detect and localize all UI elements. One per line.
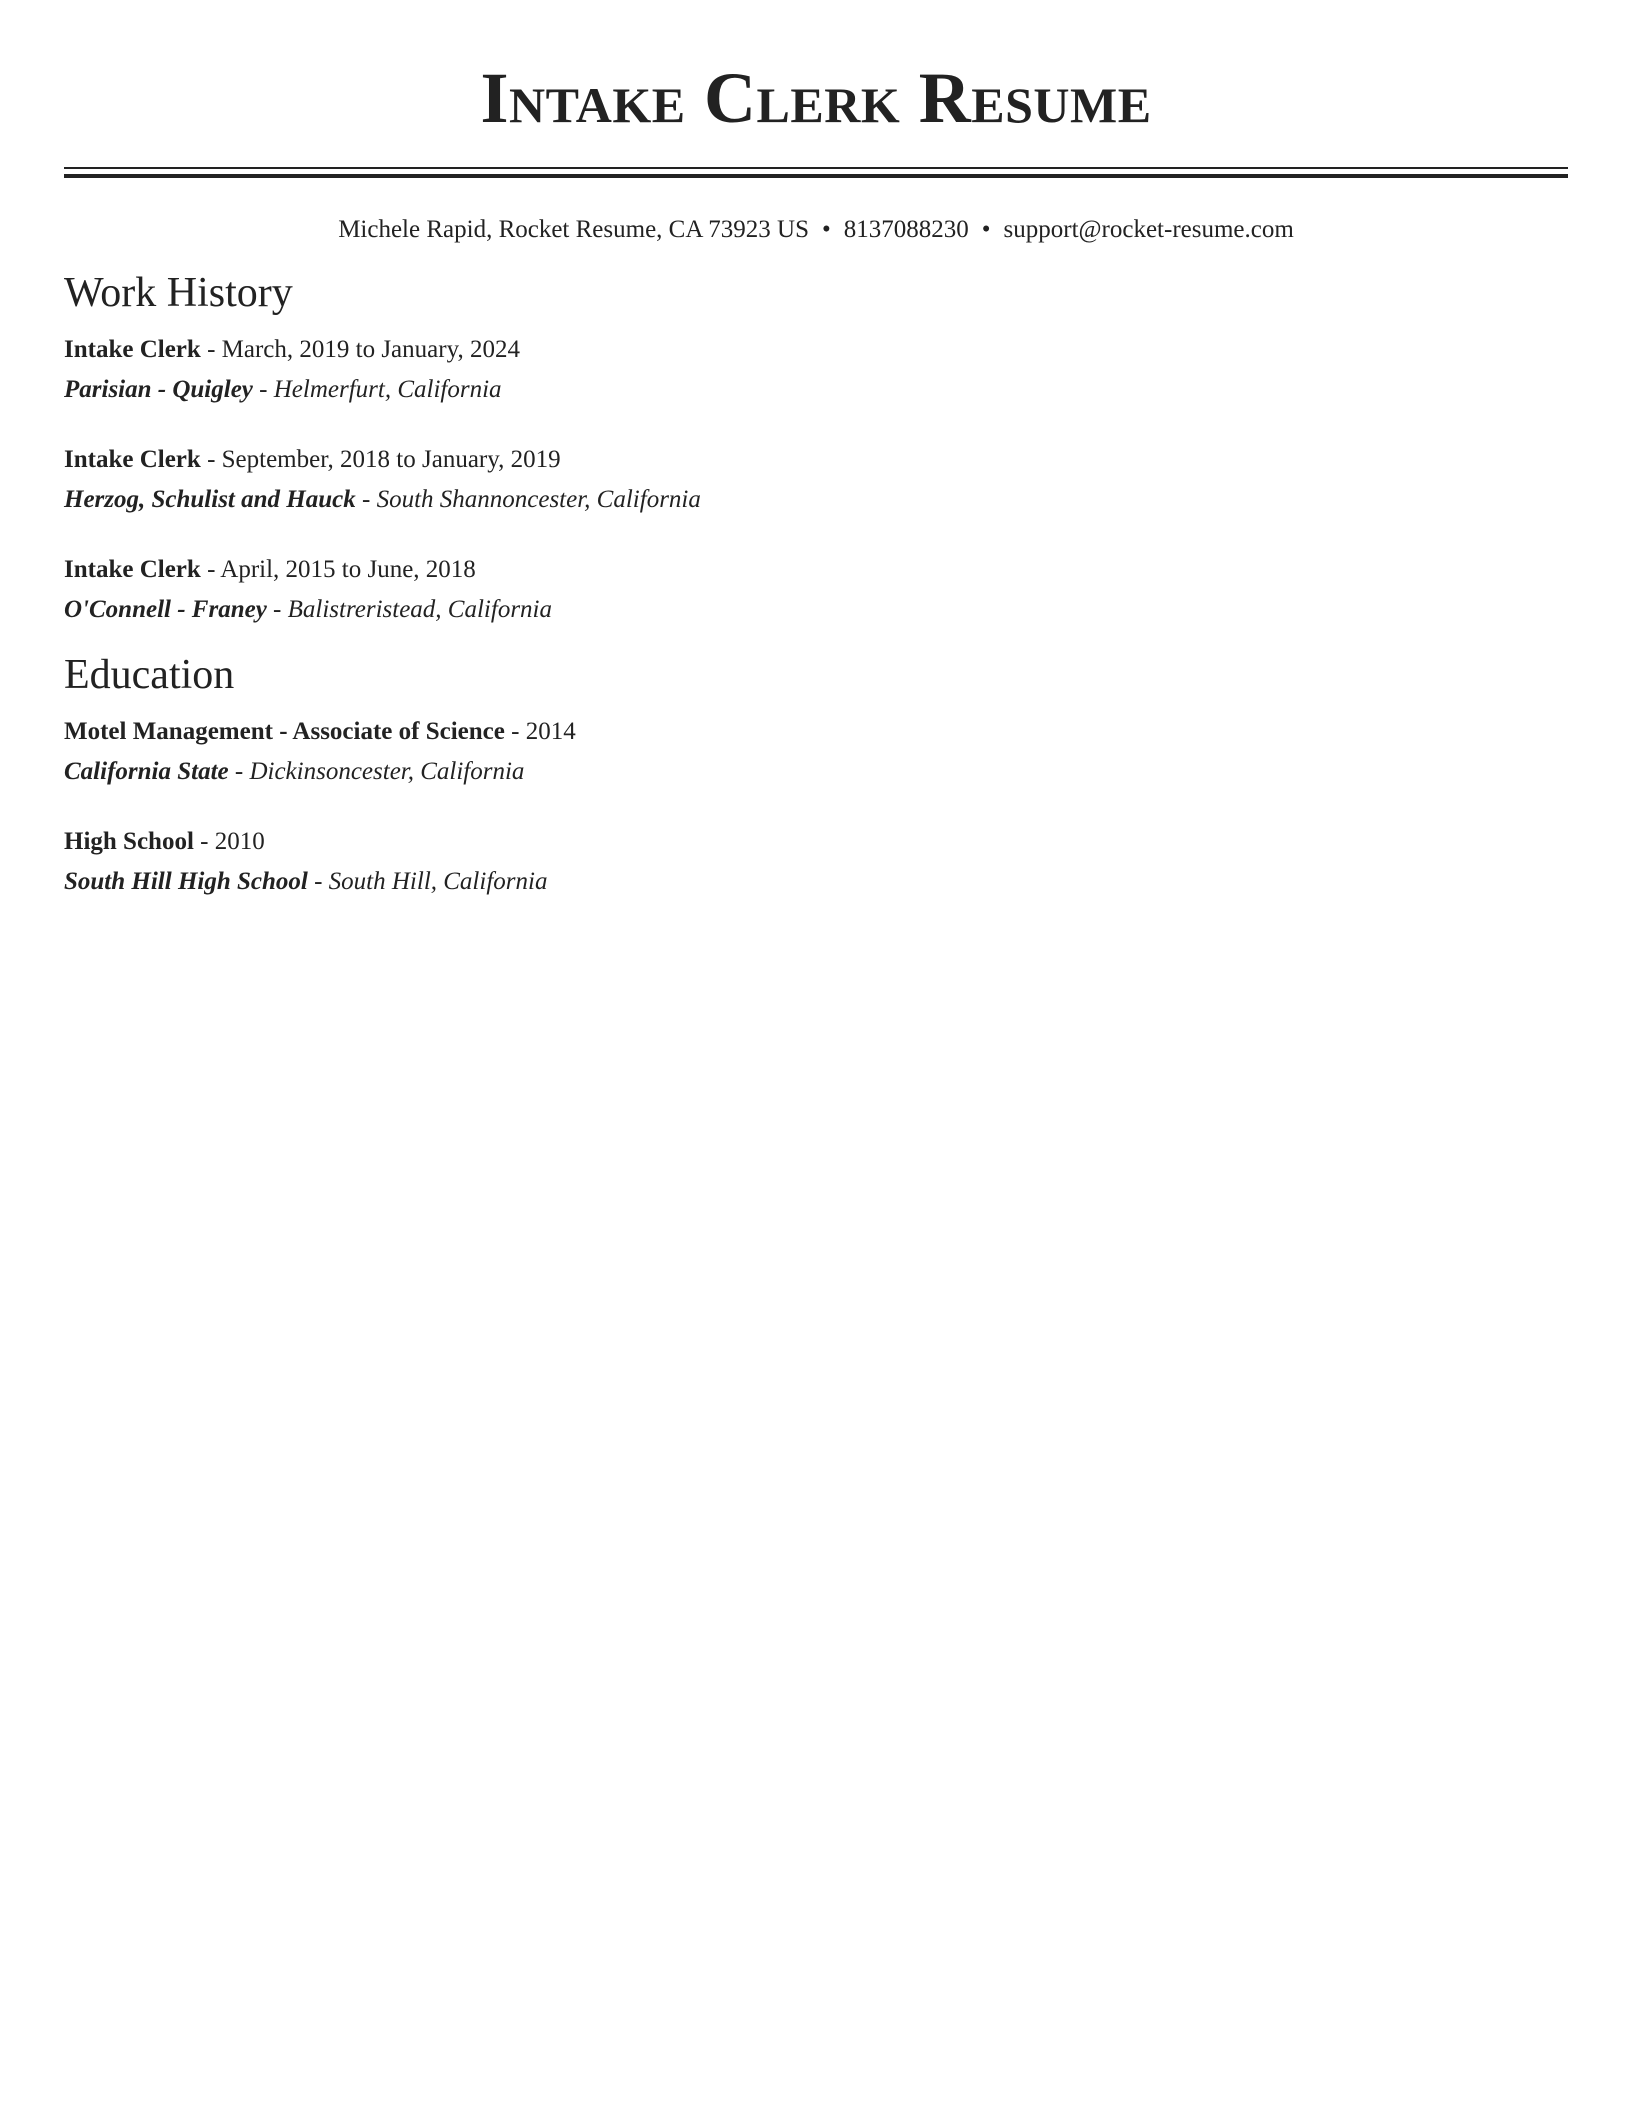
work-entry-company-line (64, 480, 1568, 520)
education-year: 2014 (525, 718, 576, 745)
work-entry (64, 330, 1568, 410)
dash-separator: - (273, 596, 282, 623)
work-history-heading: Work History (64, 270, 293, 316)
work-location: South Shannoncester, California (376, 486, 701, 513)
work-company: O'Connell - Franey (64, 596, 267, 623)
contact-separator: • (821, 216, 831, 243)
education-degree: High School (64, 828, 194, 855)
work-entry-title-line (64, 330, 1568, 370)
contact-phone: 8137088230 (843, 216, 969, 243)
contact-email: support@rocket-resume.com (1003, 216, 1294, 243)
education-entry (64, 712, 1568, 792)
dash-separator: - (259, 376, 268, 403)
dash-separator: - (361, 486, 371, 513)
work-dates: September, 2018 to January, 2019 (221, 446, 561, 473)
education-entry-school-line (64, 752, 1568, 792)
dash-separator: - (314, 868, 323, 895)
work-role: Intake Clerk (64, 446, 201, 473)
work-company: Parisian - Quigley (64, 376, 253, 403)
education-heading: Education (64, 652, 235, 698)
work-entry-title-line (64, 440, 1568, 480)
dash-separator: - (207, 336, 216, 363)
work-entry (64, 550, 1568, 630)
work-entry-company-line (64, 370, 1568, 410)
dash-separator: - (207, 556, 216, 583)
contact-address: Michele Rapid, Rocket Resume, CA 73923 US (338, 216, 809, 243)
education-entry-title-line (64, 822, 1568, 862)
education-location: South Hill, California (328, 868, 548, 895)
work-dates: April, 2015 to June, 2018 (220, 556, 476, 583)
work-location: Helmerfurt, California (273, 376, 502, 403)
dash-separator: - (234, 758, 244, 785)
education-entry-title-line (64, 712, 1568, 752)
education-school: South Hill High School (64, 868, 308, 895)
education-year: 2010 (214, 828, 265, 855)
dash-separator: - (207, 446, 216, 473)
contact-line (64, 214, 1568, 246)
work-location: Balistreristead, California (287, 596, 552, 623)
education-entry-school-line (64, 862, 1568, 902)
resume-title: Intake Clerk Resume (480, 58, 1152, 138)
education-degree: Motel Management - Associate of Science (64, 718, 505, 745)
work-entry-title-line (64, 550, 1568, 590)
education-school: California State (64, 758, 229, 785)
work-role: Intake Clerk (64, 556, 201, 583)
resume-page (64, 0, 1568, 902)
dash-separator: - (200, 828, 209, 855)
education-location: Dickinsoncester, California (249, 758, 525, 785)
work-role: Intake Clerk (64, 336, 201, 363)
contact-separator: • (981, 216, 991, 243)
work-company: Herzog, Schulist and Hauck (64, 486, 356, 513)
work-entry-company-line (64, 590, 1568, 630)
work-entry (64, 440, 1568, 520)
work-dates: March, 2019 to January, 2024 (221, 336, 520, 363)
education-entry (64, 822, 1568, 902)
title-divider (64, 167, 1568, 178)
dash-separator: - (511, 718, 520, 745)
